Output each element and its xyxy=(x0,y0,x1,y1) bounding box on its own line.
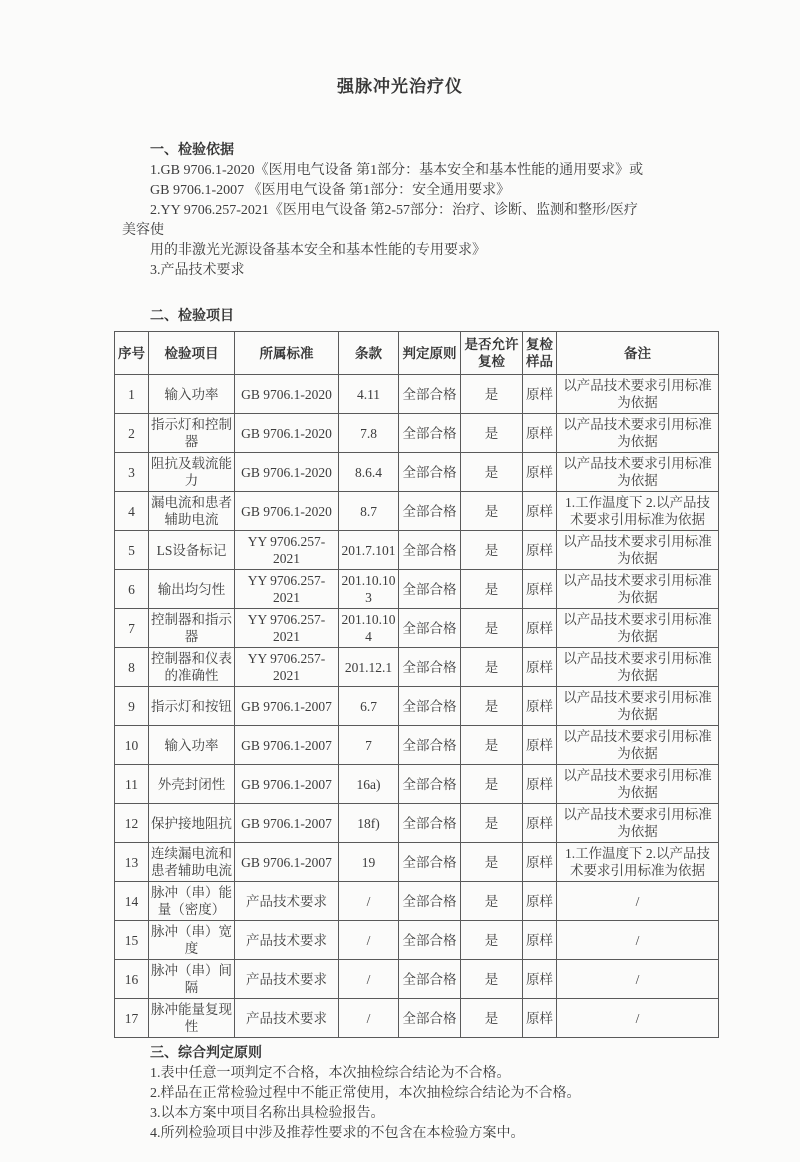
table-cell: 原样 xyxy=(523,648,557,687)
section-inspection-basis xyxy=(122,141,712,281)
table-row xyxy=(115,453,719,492)
table-row xyxy=(115,375,719,414)
table-cell: 脉冲（串）宽度 xyxy=(149,921,235,960)
table-cell: 201.12.1 xyxy=(339,648,399,687)
table-cell: 产品技术要求 xyxy=(235,921,339,960)
table-cell: 原样 xyxy=(523,804,557,843)
table-cell: 4.11 xyxy=(339,375,399,414)
table-cell: 3 xyxy=(115,453,149,492)
table-cell: 是 xyxy=(461,687,523,726)
table-cell: 9 xyxy=(115,687,149,726)
table-row xyxy=(115,921,719,960)
table-cell: 是 xyxy=(461,843,523,882)
table-cell: 原样 xyxy=(523,492,557,531)
table-cell: 全部合格 xyxy=(399,921,461,960)
table-cell: 控制器和仪表的准确性 xyxy=(149,648,235,687)
col-header-item: 检验项目 xyxy=(149,332,235,375)
judgment-line: 1.表中任意一项判定不合格，本次抽检综合结论为不合格。 xyxy=(150,1066,511,1081)
table-cell: 6 xyxy=(115,570,149,609)
table-cell: / xyxy=(557,882,719,921)
judgment-line: 3.以本方案中项目名称出具检验报告。 xyxy=(150,1106,385,1121)
table-cell: GB 9706.1-2007 xyxy=(235,843,339,882)
table-cell: GB 9706.1-2020 xyxy=(235,492,339,531)
table-row xyxy=(115,960,719,999)
table-cell: / xyxy=(557,999,719,1038)
col-header-recheck-allowed: 是否允许复检 xyxy=(461,332,523,375)
table-cell: 是 xyxy=(461,882,523,921)
table-cell: 18f) xyxy=(339,804,399,843)
table-cell: 是 xyxy=(461,453,523,492)
table-cell: 以产品技术要求引用标准为依据 xyxy=(557,375,719,414)
table-cell: 全部合格 xyxy=(399,960,461,999)
table-cell: 8.7 xyxy=(339,492,399,531)
basis-line: 用的非激光光源设备基本安全和基本性能的专用要求》 xyxy=(150,243,486,258)
table-cell: GB 9706.1-2020 xyxy=(235,414,339,453)
table-cell: 是 xyxy=(461,609,523,648)
table-cell: 脉冲能量复现性 xyxy=(149,999,235,1038)
table-cell: 以产品技术要求引用标准为依据 xyxy=(557,648,719,687)
table-cell: 是 xyxy=(461,960,523,999)
table-cell: 201.10.104 xyxy=(339,609,399,648)
table-cell: 全部合格 xyxy=(399,882,461,921)
table-cell: 2 xyxy=(115,414,149,453)
table-cell: 全部合格 xyxy=(399,414,461,453)
table-cell: 以产品技术要求引用标准为依据 xyxy=(557,453,719,492)
table-cell: 201.10.103 xyxy=(339,570,399,609)
col-header-clause: 条款 xyxy=(339,332,399,375)
table-cell: 全部合格 xyxy=(399,609,461,648)
section-items-heading: 二、检验项目 xyxy=(150,309,234,324)
table-cell: 指示灯和按钮 xyxy=(149,687,235,726)
table-cell: 以产品技术要求引用标准为依据 xyxy=(557,531,719,570)
table-cell: 以产品技术要求引用标准为依据 xyxy=(557,687,719,726)
table-row xyxy=(115,492,719,531)
table-cell: 是 xyxy=(461,375,523,414)
table-row xyxy=(115,570,719,609)
table-cell: 11 xyxy=(115,765,149,804)
table-cell: 14 xyxy=(115,882,149,921)
table-cell: 原样 xyxy=(523,726,557,765)
table-cell: GB 9706.1-2007 xyxy=(235,765,339,804)
table-cell: 以产品技术要求引用标准为依据 xyxy=(557,609,719,648)
table-cell: GB 9706.1-2007 xyxy=(235,804,339,843)
table-cell: GB 9706.1-2020 xyxy=(235,375,339,414)
table-cell: 原样 xyxy=(523,843,557,882)
basis-line: 美容使 xyxy=(122,223,164,238)
table-cell: 全部合格 xyxy=(399,570,461,609)
table-cell: / xyxy=(339,882,399,921)
table-cell: / xyxy=(339,921,399,960)
table-cell: 以产品技术要求引用标准为依据 xyxy=(557,414,719,453)
table-cell: 漏电流和患者辅助电流 xyxy=(149,492,235,531)
table-cell: 是 xyxy=(461,804,523,843)
table-row xyxy=(115,531,719,570)
table-cell: 5 xyxy=(115,531,149,570)
table-row xyxy=(115,609,719,648)
table-cell: 1.工作温度下 2.以产品技术要求引用标准为依据 xyxy=(557,843,719,882)
table-header-row xyxy=(115,332,719,375)
col-header-judge: 判定原则 xyxy=(399,332,461,375)
table-cell: 原样 xyxy=(523,375,557,414)
table-cell: 全部合格 xyxy=(399,648,461,687)
section-basis-heading: 一、检验依据 xyxy=(150,143,234,158)
table-cell: 201.7.101 xyxy=(339,531,399,570)
table-cell: 是 xyxy=(461,531,523,570)
col-header-serial: 序号 xyxy=(115,332,149,375)
table-row xyxy=(115,882,719,921)
table-cell: 原样 xyxy=(523,531,557,570)
table-cell: 是 xyxy=(461,999,523,1038)
table-row xyxy=(115,648,719,687)
table-cell: 6.7 xyxy=(339,687,399,726)
table-cell: 产品技术要求 xyxy=(235,882,339,921)
table-cell: 以产品技术要求引用标准为依据 xyxy=(557,804,719,843)
document-content xyxy=(0,141,800,1144)
table-cell: 原样 xyxy=(523,999,557,1038)
table-cell: 10 xyxy=(115,726,149,765)
table-cell: 原样 xyxy=(523,882,557,921)
basis-line: 2.YY 9706.257-2021《医用电气设备 第2-57部分：治疗、诊断、监测和整形/医疗 xyxy=(150,203,638,218)
table-cell: GB 9706.1-2007 xyxy=(235,726,339,765)
table-cell: 全部合格 xyxy=(399,531,461,570)
table-cell: 以产品技术要求引用标准为依据 xyxy=(557,765,719,804)
table-cell: 7.8 xyxy=(339,414,399,453)
basis-line: 3.产品技术要求 xyxy=(150,263,245,278)
table-cell: 原样 xyxy=(523,453,557,492)
basis-line: 1.GB 9706.1-2020《医用电气设备 第1部分：基本安全和基本性能的通用要求》或 xyxy=(150,163,644,178)
table-cell: 全部合格 xyxy=(399,804,461,843)
table-cell: 1.工作温度下 2.以产品技术要求引用标准为依据 xyxy=(557,492,719,531)
table-cell: 控制器和指示器 xyxy=(149,609,235,648)
table-cell: 全部合格 xyxy=(399,843,461,882)
table-cell: 输入功率 xyxy=(149,375,235,414)
table-cell: 连续漏电流和患者辅助电流 xyxy=(149,843,235,882)
basis-line: GB 9706.1-2007 《医用电气设备 第1部分：安全通用要求》 xyxy=(150,183,511,198)
table-cell: 7 xyxy=(339,726,399,765)
table-cell: 原样 xyxy=(523,609,557,648)
page-title: 强脉冲光治疗仪 xyxy=(337,77,463,96)
table-cell: 全部合格 xyxy=(399,453,461,492)
table-cell: 以产品技术要求引用标准为依据 xyxy=(557,726,719,765)
table-cell: 原样 xyxy=(523,570,557,609)
table-cell: 保护接地阻抗 xyxy=(149,804,235,843)
table-cell: 原样 xyxy=(523,687,557,726)
table-cell: 是 xyxy=(461,414,523,453)
table-cell: 产品技术要求 xyxy=(235,960,339,999)
table-cell: 指示灯和控制器 xyxy=(149,414,235,453)
table-cell: 12 xyxy=(115,804,149,843)
judgment-line: 4.所列检验项目中涉及推荐性要求的不包含在本检验方案中。 xyxy=(150,1126,525,1141)
table-cell: 1 xyxy=(115,375,149,414)
table-cell: 以产品技术要求引用标准为依据 xyxy=(557,570,719,609)
table-cell: 4 xyxy=(115,492,149,531)
table-row xyxy=(115,804,719,843)
table-cell: 是 xyxy=(461,570,523,609)
table-cell: 是 xyxy=(461,921,523,960)
col-header-standard: 所属标准 xyxy=(235,332,339,375)
table-cell: YY 9706.257-2021 xyxy=(235,570,339,609)
table-cell: 全部合格 xyxy=(399,765,461,804)
table-cell: 是 xyxy=(461,648,523,687)
table-cell: 全部合格 xyxy=(399,492,461,531)
section-judgment-heading: 三、综合判定原则 xyxy=(150,1046,262,1061)
table-cell: / xyxy=(557,921,719,960)
table-cell: 16 xyxy=(115,960,149,999)
table-row xyxy=(115,687,719,726)
table-cell: 原样 xyxy=(523,765,557,804)
table-cell: 输出均匀性 xyxy=(149,570,235,609)
table-row xyxy=(115,414,719,453)
table-cell: 输入功率 xyxy=(149,726,235,765)
table-cell: 全部合格 xyxy=(399,999,461,1038)
inspection-table xyxy=(114,331,719,1038)
table-cell: 全部合格 xyxy=(399,726,461,765)
table-cell: 原样 xyxy=(523,414,557,453)
table-row xyxy=(115,765,719,804)
judgment-line: 2.样品在正常检验过程中不能正常使用，本次抽检综合结论为不合格。 xyxy=(150,1086,581,1101)
table-row xyxy=(115,999,719,1038)
table-cell: 是 xyxy=(461,765,523,804)
table-cell: GB 9706.1-2020 xyxy=(235,453,339,492)
inspection-table-header xyxy=(115,332,719,375)
table-cell: 脉冲（串）间隔 xyxy=(149,960,235,999)
table-cell: 原样 xyxy=(523,960,557,999)
table-cell: 是 xyxy=(461,492,523,531)
inspection-table-body xyxy=(115,375,719,1038)
table-cell: LS设备标记 xyxy=(149,531,235,570)
table-cell: / xyxy=(557,960,719,999)
table-cell: 8 xyxy=(115,648,149,687)
table-row xyxy=(115,726,719,765)
table-cell: 全部合格 xyxy=(399,375,461,414)
table-cell: 产品技术要求 xyxy=(235,999,339,1038)
table-cell: 8.6.4 xyxy=(339,453,399,492)
table-cell: 脉冲（串）能量（密度） xyxy=(149,882,235,921)
table-cell: GB 9706.1-2007 xyxy=(235,687,339,726)
table-cell: 阻抗及载流能力 xyxy=(149,453,235,492)
col-header-remark: 备注 xyxy=(557,332,719,375)
section-judgment xyxy=(122,1044,712,1144)
table-cell: 全部合格 xyxy=(399,687,461,726)
table-cell: 15 xyxy=(115,921,149,960)
table-cell: 是 xyxy=(461,726,523,765)
table-cell: YY 9706.257-2021 xyxy=(235,609,339,648)
col-header-recheck-sample: 复检样品 xyxy=(523,332,557,375)
table-cell: 19 xyxy=(339,843,399,882)
table-cell: / xyxy=(339,960,399,999)
table-cell: 原样 xyxy=(523,921,557,960)
table-cell: / xyxy=(339,999,399,1038)
table-cell: 16a) xyxy=(339,765,399,804)
table-row xyxy=(115,843,719,882)
table-cell: 外壳封闭性 xyxy=(149,765,235,804)
table-cell: YY 9706.257-2021 xyxy=(235,648,339,687)
table-cell: YY 9706.257-2021 xyxy=(235,531,339,570)
table-cell: 13 xyxy=(115,843,149,882)
table-cell: 17 xyxy=(115,999,149,1038)
table-cell: 7 xyxy=(115,609,149,648)
